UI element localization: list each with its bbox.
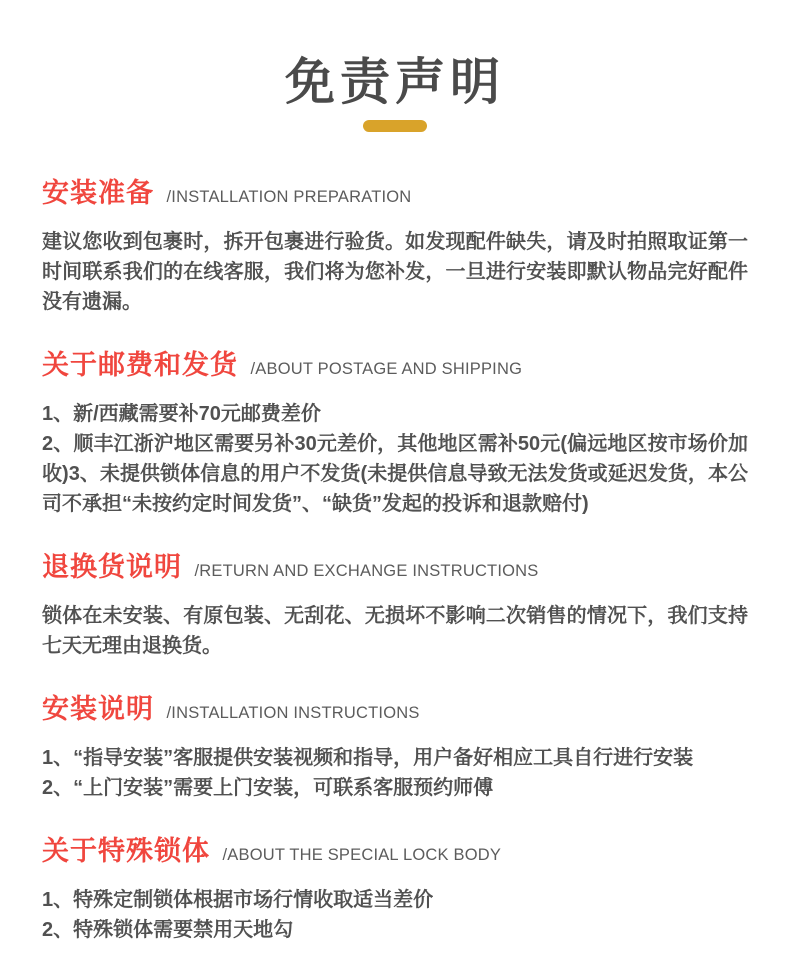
- section-paragraph: 1、特殊定制锁体根据市场行情收取适当差价: [42, 888, 434, 911]
- section-postage-and-shipping: [42, 348, 748, 519]
- section-heading-en: /INSTALLATION PREPARATION: [166, 187, 412, 206]
- section-heading-cn: 退换货说明: [42, 551, 182, 582]
- section-heading: [42, 348, 748, 386]
- section-paragraph: 2、顺丰江浙沪地区需要另补30元差价，其他地区需补50元(偏远地区按市场价加收)3、未提供锁体信息的用户不发货(未提供信息导致无法发货或延迟发货，本公司不承担“未按约定时间发货”、“缺货”发起的投诉和退款赔付): [42, 432, 748, 515]
- section-heading-cn: 关于特殊锁体: [42, 835, 210, 866]
- section-heading-en: /ABOUT THE SPECIAL LOCK BODY: [222, 845, 502, 864]
- section-heading: [42, 176, 748, 214]
- section-paragraph: 1、新/西藏需要补70元邮费差价: [42, 402, 321, 425]
- section-heading: [42, 550, 748, 588]
- section-paragraph: 1、“指导安装”客服提供安装视频和指导，用户备好相应工具自行进行安装: [42, 746, 694, 769]
- section-heading-en: /RETURN AND EXCHANGE INSTRUCTIONS: [194, 561, 539, 580]
- section-heading: [42, 834, 748, 872]
- section-paragraph: 2、“上门安装”需要上门安装，可联系客服预约师傅: [42, 776, 494, 799]
- section-heading-cn: 关于邮费和发货: [42, 349, 238, 380]
- section-paragraph: 建议您收到包裹时，拆开包裹进行验货。如发现配件缺失，请及时拍照取证第一时间联系我们的在线客服，我们将为您补发，一旦进行安装即默认物品完好配件没有遗漏。: [42, 230, 748, 313]
- section-paragraph: 2、特殊锁体需要禁用天地勾: [42, 918, 294, 941]
- section-return-and-exchange: [42, 550, 748, 661]
- section-installation-preparation: [42, 176, 748, 317]
- section-paragraph: 锁体在未安装、有原包装、无刮花、无损坏不影响二次销售的情况下，我们支持七天无理由退换货。: [42, 604, 748, 657]
- section-heading-en: /INSTALLATION INSTRUCTIONS: [166, 703, 420, 722]
- section-special-lock-body: [42, 834, 748, 945]
- section-heading-cn: 安装说明: [42, 693, 154, 724]
- page-header: [0, 0, 790, 132]
- section-heading-cn: 安装准备: [42, 177, 154, 208]
- section-installation-instructions: [42, 692, 748, 803]
- section-heading: [42, 692, 748, 730]
- title-accent-bar: [363, 120, 427, 132]
- disclaimer-sections: [0, 176, 790, 945]
- page-title: 免责声明: [285, 54, 505, 110]
- section-heading-en: /ABOUT POSTAGE AND SHIPPING: [250, 359, 523, 378]
